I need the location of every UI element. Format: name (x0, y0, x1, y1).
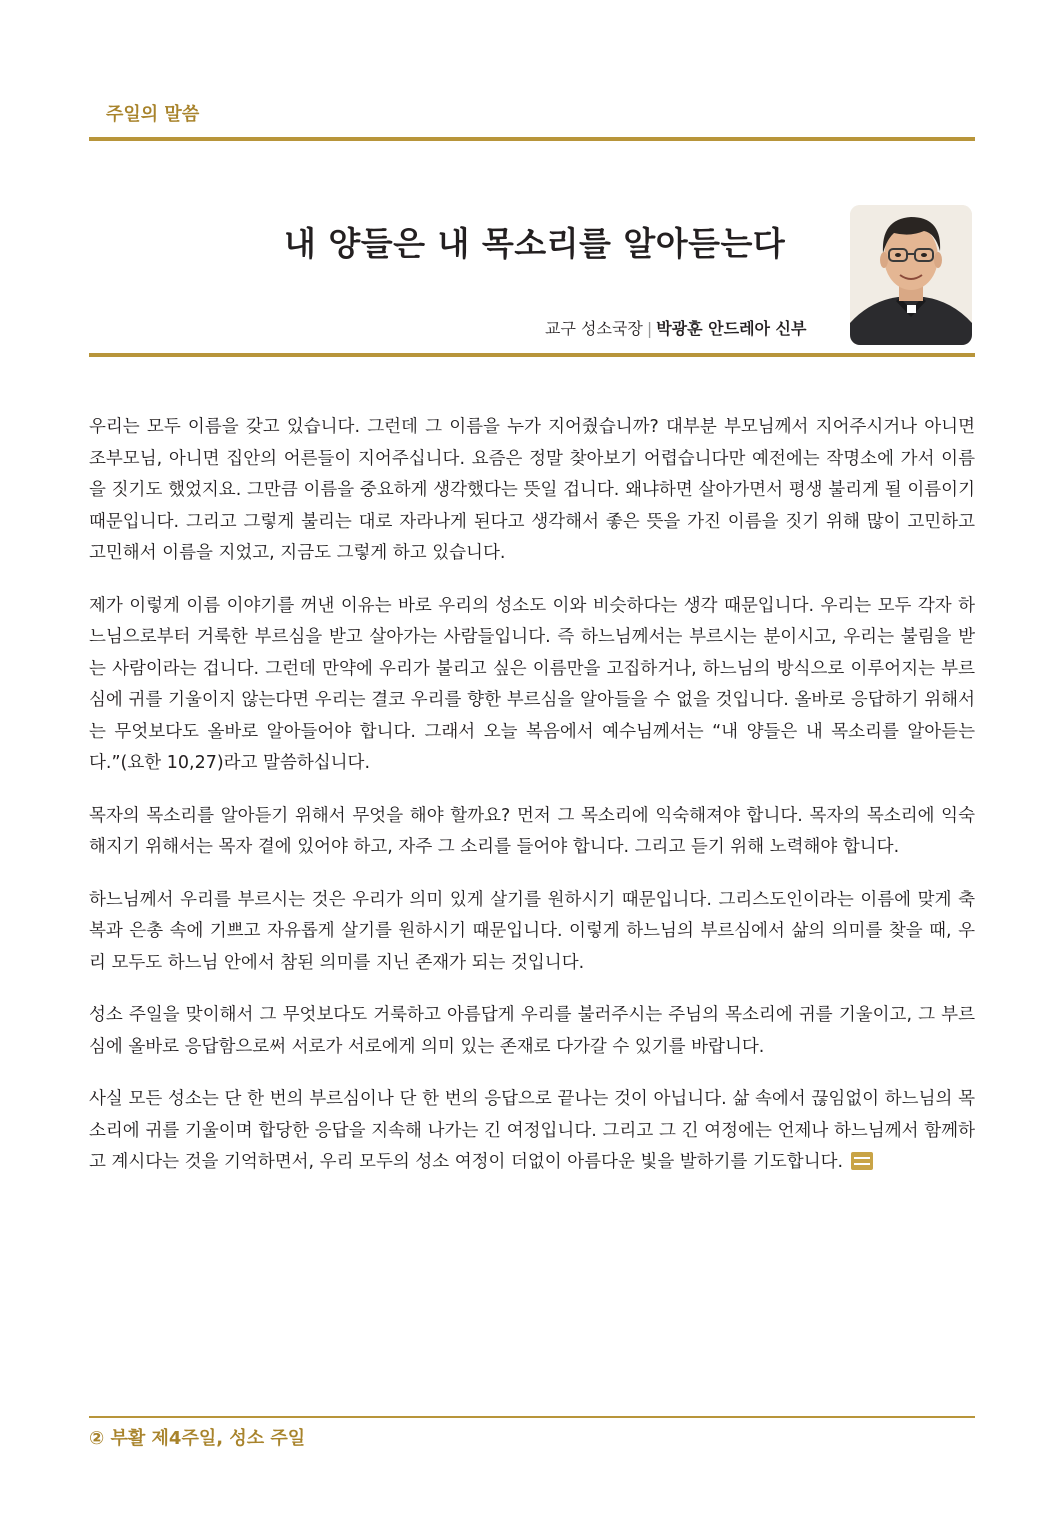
paragraph: 목자의 목소리를 알아듣기 위해서 무엇을 해야 할까요? 먼저 그 목소리에 익숙해져야 합니다. 목자의 목소리에 익숙해지기 위해서는 목자 곁에 있어야 하고, 자주 그 소리를 들어야 합니다. 그리고 듣기 위해 노력해야 합니다. (89, 805, 975, 857)
article-title: 내 양들은 내 목소리를 알아듣는다 (284, 224, 786, 263)
title-divider (89, 353, 975, 357)
end-mark-icon (851, 1152, 873, 1170)
footer-divider (89, 1416, 975, 1418)
author-byline (545, 316, 806, 339)
section-label: 주일의 말씀 (106, 104, 200, 125)
article-body (89, 412, 975, 1200)
paragraph: 성소 주일을 맞이해서 그 무엇보다도 거룩하고 아름답게 우리를 불러주시는 주님의 목소리에 귀를 기울이고, 그 부르심에 올바로 응답함으로써 서로가 서로에게 의미 있는 존재로 다가갈 수 있기를 바랍니다. (89, 1005, 975, 1057)
author-name: 박광훈 안드레아 신부 (656, 319, 807, 338)
author-role: 교구 성소국장 (545, 319, 643, 338)
header-divider (89, 137, 975, 141)
paragraph: 우리는 모두 이름을 갖고 있습니다. 그런데 그 이름을 누가 지어줬습니까? 대부분 부모님께서 지어주시거나 아니면 조부모님, 아니면 집안의 어른들이 지어주십니다. 요즘은 정말 찾아보기 어렵습니다만 예전에는 작명소에 가서 이름을 짓기도 했었지요. 그만큼 이름을 중요하게 생각했다는 뜻일 겁니다. 왜냐하면 살아가면서 평생 불리게 될 이름이기 때문입니다. 그리고 그렇게 불리는 대로 자라나게 된다고 생각해서 좋은 뜻을 가진 이름을 짓기 위해 많이 고민하고 고민해서 이름을 지었고, 지금도 그렇게 하고 있습니다. (89, 417, 975, 563)
paragraph-text: 사실 모든 성소는 단 한 번의 부르심이나 단 한 번의 응답으로 끝나는 것이 아닙니다. 삶 속에서 끊임없이 하느님의 목소리에 귀를 기울이며 합당한 응답을 지속해 나가는 긴 여정입니다. 그리고 그 긴 여정에는 언제나 하느님께서 함께하고 계시다는 것을 기억하면서, 우리 모두의 성소 여정이 더없이 아름다운 빛을 발하기를 기도합니다. (89, 1089, 975, 1172)
paragraph: 하느님께서 우리를 부르시는 것은 우리가 의미 있게 살기를 원하시기 때문입니다. 그리스도인이라는 이름에 맞게 축복과 은총 속에 기쁘고 자유롭게 살기를 원하시기 때문입니다. 이렇게 하느님의 부르심에서 삶의 의미를 찾을 때, 우리 모두도 하느님 안에서 참된 의미를 지닌 존재가 되는 것입니다. (89, 889, 975, 973)
paragraph (89, 1084, 975, 1179)
paragraph: 제가 이렇게 이름 이야기를 꺼낸 이유는 바로 우리의 성소도 이와 비슷하다는 생각 때문입니다. 우리는 모두 각자 하느님으로부터 거룩한 부르심을 받고 살아가는 사람들입니다. 즉 하느님께서는 부르시는 분이시고, 우리는 불림을 받는 사람이라는 겁니다. 그런데 만약에 우리가 불리고 싶은 이름만을 고집하거나, 하느님의 방식으로 이루어지는 부르심에 귀를 기울이지 않는다면 우리는 결코 우리를 향한 부르심을 알아들을 수 없을 것입니다. 올바로 응답하기 위해서는 무엇보다도 올바로 알아들어야 합니다. 그래서 오늘 복음에서 예수님께서는 “내 양들은 내 목소리를 알아듣는다.”(요한 10,27)라고 말씀하십니다. (89, 595, 975, 773)
footer-issue: ② 부활 제4주일, 성소 주일 (89, 1428, 306, 1449)
author-portrait (850, 205, 972, 345)
byline-separator: | (646, 319, 653, 338)
